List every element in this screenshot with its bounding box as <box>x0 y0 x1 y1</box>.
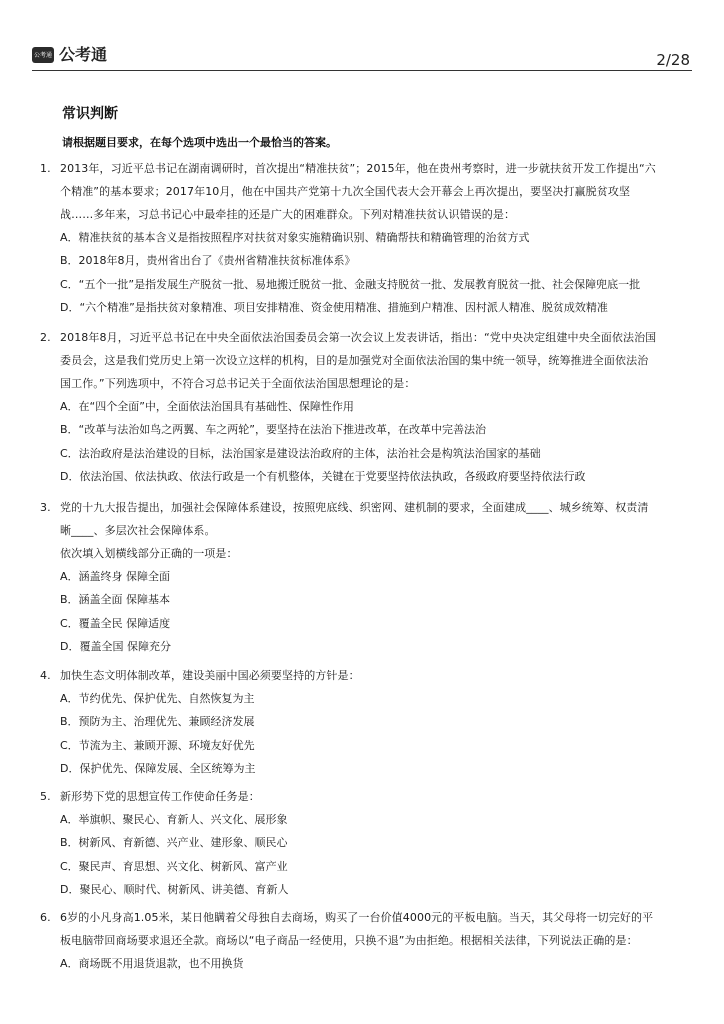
option-a: A．商场既不用退货退款，也不用换货 <box>60 957 244 970</box>
question-text: 6岁的小凡身高1.05米，某日他瞒着父母独自去商场，购买了一台价值4000元的平板电脑。当天，其父母将一切完好的平 <box>60 911 654 924</box>
option-a: A．涵盖终身 保障全面 <box>60 570 171 583</box>
question-text: 2018年8月，习近平总书记在中央全面依法治国委员会第一次会议上发表讲话，指出：“党中央决定组建中央全面依法治国 <box>60 331 657 344</box>
question-1 <box>40 157 690 319</box>
question-number: 4. <box>40 669 51 682</box>
question-text: 新形势下党的思想宣传工作使命任务是： <box>60 790 260 803</box>
question-5 <box>40 785 690 901</box>
logo-icon: 公考通 <box>32 47 54 63</box>
option-c: C．节流为主、兼顾开源、环境友好优先 <box>60 738 255 752</box>
question-text: 加快生态文明体制改革，建设美丽中国必须要坚持的方针是： <box>60 669 360 682</box>
question-2 <box>40 326 690 488</box>
option-b: B．“改革与法治如鸟之两翼、车之两轮”，要坚持在法治下推进改革，在改革中完善法治 <box>60 423 486 437</box>
option-d: D．聚民心、顺时代、树新风、讲美德、育新人 <box>60 882 289 896</box>
question-text: 个精准”的基本要求；2017年10月，他在中国共产党第十九次全国代表大会开幕会上再次提出，要坚决打赢脱贫攻坚 <box>60 185 631 198</box>
question-text: 国工作。”下列选项中，不符合习总书记关于全面依法治国思想理论的是： <box>60 377 416 390</box>
option-a: A．举旗帜、聚民心、育新人、兴文化、展形象 <box>60 813 288 826</box>
question-text: 战……多年来，习总书记心中最牵挂的还是广大的困难群众。下列对精准扶贫认识错误的是： <box>60 208 516 221</box>
question-6 <box>40 906 690 975</box>
option-d: D．保护优先、保障发展、全区统筹为主 <box>60 761 256 775</box>
question-number: 3. <box>40 501 51 514</box>
option-b: B．2018年8月，贵州省出台了《贵州省精准扶贫标准体系》 <box>60 254 356 268</box>
brand-name: 公考通 <box>59 45 108 64</box>
option-c: C．“五个一批”是指发展生产脱贫一批、易地搬迁脱贫一批、金融支持脱贫一批、发展教育脱贫一批、社会保障兜底一批 <box>60 277 641 291</box>
question-number: 5. <box>40 790 51 803</box>
instruction-text: 请根据题目要求，在每个选项中选出一个最恰当的答案。 <box>62 136 337 149</box>
option-a: A．精准扶贫的基本含义是指按照程序对扶贫对象实施精确识别、精确帮扶和精确管理的治贫方式 <box>60 231 530 244</box>
option-d: D．“六个精准”是指扶贫对象精准、项目安排精准、资金使用精准、措施到户精准、因村派人精准、脱贫成效精准 <box>60 300 608 314</box>
question-text: 晰____、多层次社会保障体系。 <box>60 524 216 537</box>
option-d: D．依法治国、依法执政、依法行政是一个有机整体，关键在于党要坚持依法执政，各级政府要坚持依法行政 <box>60 469 586 483</box>
option-c: C．法治政府是法治建设的目标，法治国家是建设法治政府的主体，法治社会是构筑法治国家的基础 <box>60 446 541 460</box>
question-text: 委员会，这是我们党历史上第一次设立这样的机构，目的是加强党对全面依法治国的集中统一领导，统筹推进全面依法治 <box>60 354 649 367</box>
option-c: C．聚民声、育思想、兴文化、树新风、富产业 <box>60 859 288 873</box>
option-c: C．覆盖全民 保障适度 <box>60 616 171 630</box>
option-b: B．预防为主、治理优先、兼顾经济发展 <box>60 715 255 729</box>
option-b: B．涵盖全面 保障基本 <box>60 593 171 607</box>
question-number: 2. <box>40 331 51 344</box>
question-number: 6. <box>40 911 51 924</box>
option-b: B．树新风、育新德、兴产业、建形象、顺民心 <box>60 836 288 850</box>
page-header <box>32 44 692 71</box>
page-number: 2/28 <box>656 51 690 69</box>
option-a: A．节约优先、保护优先、自然恢复为主 <box>60 692 255 705</box>
option-d: D．覆盖全国 保障充分 <box>60 639 171 653</box>
question-4 <box>40 664 690 780</box>
question-text: 2013年，习近平总书记在湖南调研时，首次提出“精准扶贫”；2015年，他在贵州考察时，进一步就扶贫开发工作提出“六 <box>60 162 656 175</box>
section-title: 常识判断 <box>62 106 118 122</box>
question-text: 依次填入划横线部分正确的一项是： <box>60 547 238 560</box>
question-number: 1. <box>40 162 51 175</box>
question-text: 板电脑带回商场要求退还全款。商场以“电子商品一经使用，只换不退”为由拒绝。根据相关法律，下列说法正确的是： <box>60 934 638 947</box>
question-text: 党的十九大报告提出，加强社会保障体系建设，按照兜底线、织密网、建机制的要求，全面建成____、城乡统筹、权责清 <box>60 501 649 514</box>
question-3 <box>40 496 690 658</box>
option-a: A．在“四个全面”中，全面依法治国具有基础性、保障性作用 <box>60 400 354 413</box>
